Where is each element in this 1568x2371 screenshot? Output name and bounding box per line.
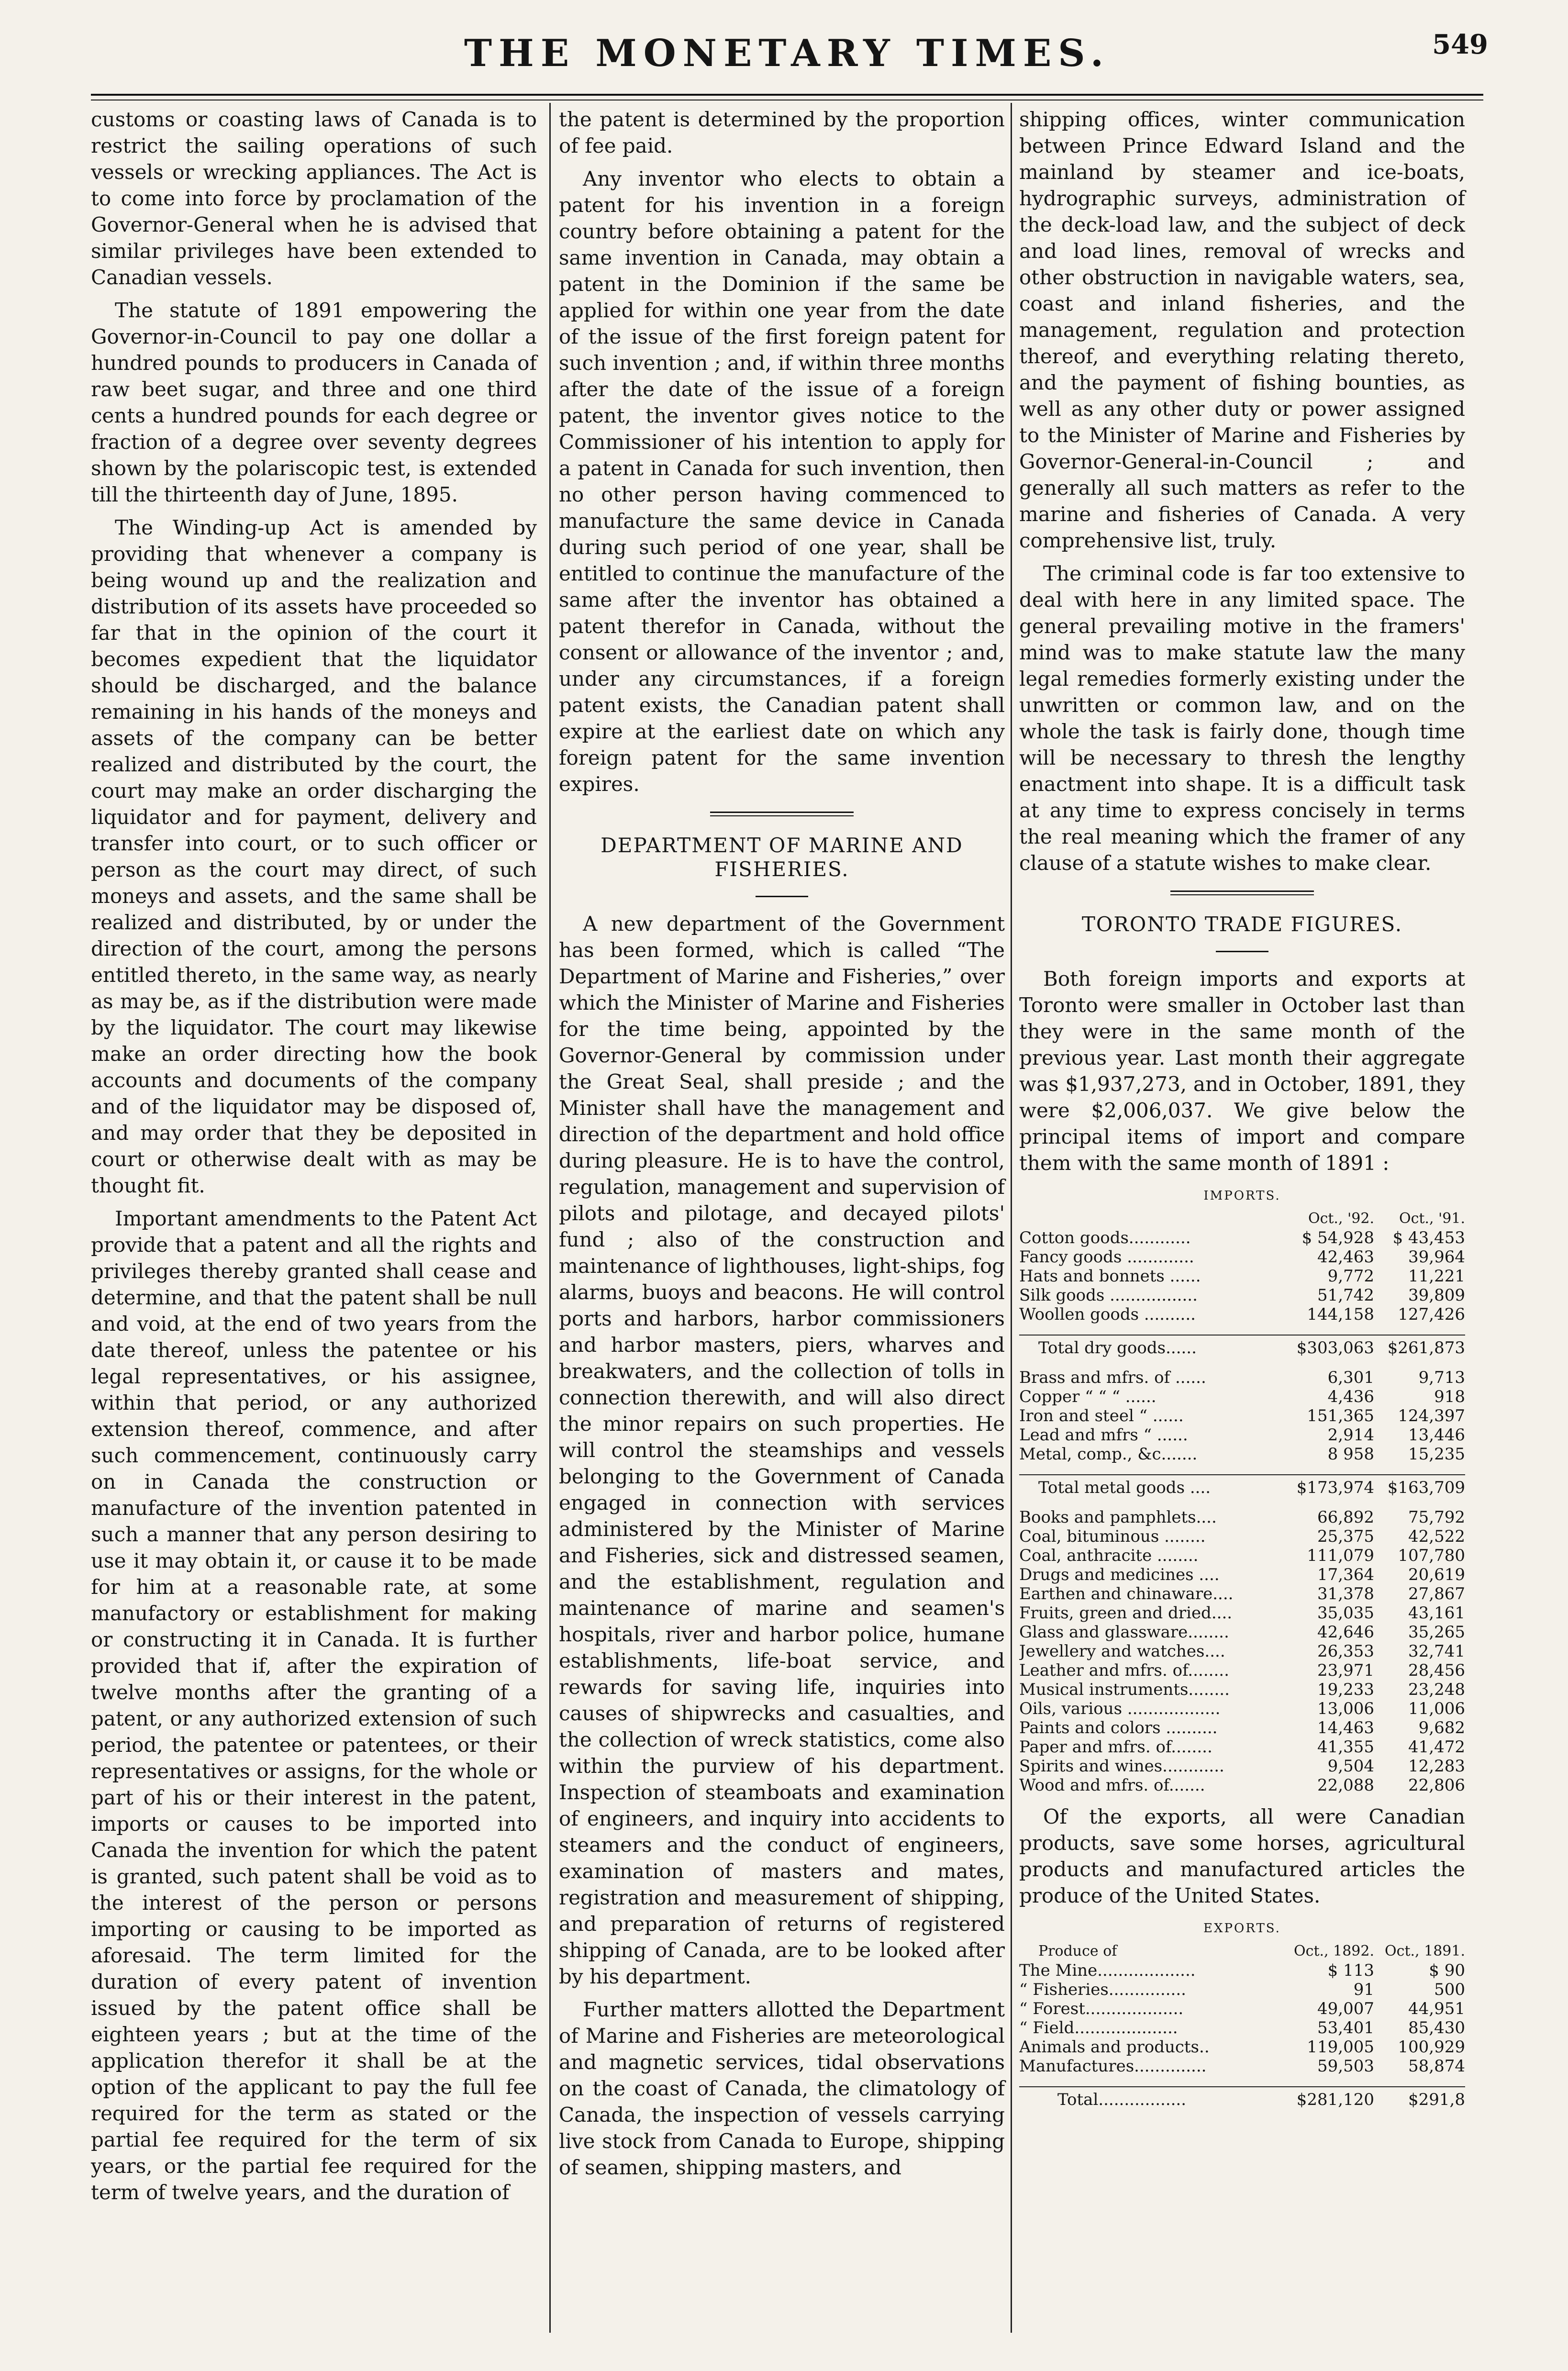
row-label: Drugs and medicines .... [1019,1565,1220,1584]
table-row [1019,1603,1465,1623]
paragraph: The criminal code is far too extensive to deal with here in any limited space. The general prevailing motive in the framers' mind was to make statute law the many legal remedies formerly existing under the unwritten or common law, and on the whole the task is fairly done, though time will be necessary to thresh the lengthy enactment into shape. It is a difficult task at any time to express concisely in terms the real meaning which the framer of any clause of a statute wishes to make clear. [1019,562,1465,875]
column-header: Oct., 1892. [1294,1943,1374,1959]
cell: 124,397 [1398,1406,1465,1425]
cell: 75,792 [1408,1508,1465,1527]
cell: 15,235 [1408,1445,1465,1464]
column-2 [559,106,1005,2187]
row-label: Hats and bonnets ...... [1019,1267,1201,1286]
row-label: Lead and mfrs “ ...... [1019,1425,1188,1445]
cell: 42,463 [1317,1247,1374,1267]
cell: 27,867 [1408,1584,1465,1603]
table-row [1019,1267,1465,1286]
row-label: Total dry goods...... [1019,1335,1283,1358]
newspaper-title: THE MONETARY TIMES. [464,32,1110,75]
section-separator [1170,891,1314,895]
table-row [1019,1757,1465,1776]
cell: 43,161 [1408,1603,1465,1623]
paragraph: the patent is determined by the proportion of fee paid. [559,108,1005,157]
table-row [1019,1228,1465,1247]
table-row [1019,1368,1465,1387]
table-row [1019,1999,1465,2018]
row-label: The Mine................... [1019,1961,1196,1980]
cell: 59,503 [1317,2057,1374,2076]
cell: 22,088 [1317,1776,1374,1795]
paragraph: Any inventor who elects to obtain a patent for his invention in a foreign country before obtaining a patent for the same invention in Canada, may obtain a patent in the Dominion if the same be applied for within one year from the date of the issue of the first foreign patent for such invention ; and, if within three months after the date of the issue of a foreign patent, the inventor gives notice to the Commissioner of his intention to apply for a patent in Canada for such invention, then no other person having commenced to manufacture the same device in Canada during such period of one year, shall be entitled to continue the manufacture of the same after the inventor has obtained a patent therefor in Canada, without the consent or allowance of the inventor ; and, under any circumstances, if a foreign patent exists, the Canadian patent shall expire at the earliest date on which any foreign patent for the same invention expires. [559,167,1005,796]
cell: $291,8 [1374,2087,1465,2109]
cell: 35,035 [1317,1603,1374,1623]
table-row [1019,1699,1465,1718]
cell: 9,504 [1327,1757,1374,1776]
column-header: Oct., 1891. [1385,1943,1465,1959]
cell: 53,401 [1317,2018,1374,2037]
row-label: “ Fisheries............... [1019,1980,1186,1999]
row-label: Copper “ “ “ ...... [1019,1387,1157,1406]
cell: 2,914 [1327,1425,1374,1445]
table-row [1019,1247,1465,1267]
row-label: Silk goods ................. [1019,1286,1198,1305]
table-row [1019,1305,1465,1324]
row-label: Metal, comp., &c....... [1019,1445,1198,1464]
cell: 23,971 [1317,1661,1374,1680]
cell: 31,378 [1317,1584,1374,1603]
cell: 49,007 [1317,1999,1374,2018]
column-1 [91,106,537,2212]
row-label: Musical instruments........ [1019,1680,1230,1699]
cell: 500 [1434,1980,1465,1999]
row-label: Total................. [1019,2087,1283,2109]
cell: 19,233 [1317,1680,1374,1699]
cell: 28,456 [1408,1661,1465,1680]
row-label: Glass and glassware........ [1019,1623,1229,1642]
table-total-row [1019,2087,1465,2109]
cell: 39,809 [1408,1286,1465,1305]
section-heading-marine: DEPARTMENT OF MARINE AND FISHERIES. [601,834,963,881]
cell: 91 [1353,1980,1374,1999]
column-3 [1019,106,1465,2109]
column-header: Oct., '91. [1399,1210,1465,1227]
row-label: Books and pamphlets.... [1019,1508,1217,1527]
cell: 44,951 [1408,1999,1465,2018]
cell: 111,079 [1307,1546,1374,1565]
paragraph: The statute of 1891 empowering the Governor-in-Council to pay one dollar a hundred pounds to producers in Canada of raw beet sugar, and three and one third cents a hundred pounds for each degree or fraction of a degree over seventy degrees shown by the polariscopic test, is extended till the thirteenth day of June, 1895. [91,299,537,506]
cell: 11,221 [1408,1267,1465,1286]
cell: 22,806 [1408,1776,1465,1795]
heading-rule [1216,951,1268,952]
table-row [1019,1980,1465,1999]
cell: 17,364 [1317,1565,1374,1584]
table-total-row [1019,1475,1465,1497]
paragraph: shipping offices, winter communication between Prince Edward Island and the mainland by steamer and ice-boats, hydrographic surveys, administration of the deck-load law, and the subject of deck and load lines, removal of wrecks and other obstruction in navigable waters, sea, coast and inland fisheries, and the management, regulation and protection thereof, and everything relating thereto, and the payment of fishing bounties, as well as any other duty or power assigned to the Minister of Marine and Fisheries by Governor-General-in-Council ; and generally all such matters as refer to the marine and fisheries of Canada. A very comprehensive list, truly. [1019,108,1465,552]
cell: 119,005 [1307,2037,1374,2057]
row-label: “ Forest................... [1019,1999,1184,2018]
table-row [1019,1661,1465,1680]
cell: $173,974 [1283,1475,1374,1497]
table-row [1019,1445,1465,1464]
section-heading-toronto: TORONTO TRADE FIGURES. [1081,913,1403,936]
cell: 51,742 [1317,1286,1374,1305]
row-label: Total metal goods .... [1019,1475,1283,1497]
cell: 58,874 [1408,2057,1465,2076]
table-row [1019,1680,1465,1699]
table-total-row [1019,1335,1465,1358]
exports-table [1019,1942,1465,2109]
cell: $303,063 [1283,1335,1374,1358]
cell: 918 [1434,1387,1465,1406]
cell: $ 43,453 [1392,1228,1465,1247]
row-label: Brass and mfrs. of ...... [1019,1368,1206,1387]
masthead-rule [91,94,1483,100]
cell: 42,522 [1408,1527,1465,1546]
row-label: Fruits, green and dried.... [1019,1603,1233,1623]
cell: 85,430 [1408,2018,1465,2037]
cell: 35,265 [1408,1623,1465,1642]
row-label: Oils, various .................. [1019,1699,1221,1718]
table-row [1019,1508,1465,1527]
table-row [1019,1642,1465,1661]
heading-rule [756,896,808,897]
row-label: Paper and mfrs. of........ [1019,1737,1212,1757]
table-row [1019,1425,1465,1445]
cell: 66,892 [1317,1508,1374,1527]
cell: 9,772 [1327,1267,1374,1286]
imports-table [1019,1209,1465,1795]
cell: 41,472 [1408,1737,1465,1757]
cell: 8 958 [1327,1445,1374,1464]
row-label: Coal, bituminous ........ [1019,1527,1206,1546]
cell: 107,780 [1398,1546,1465,1565]
cell: 42,646 [1317,1623,1374,1642]
table-row [1019,2037,1465,2057]
cell: 32,741 [1408,1642,1465,1661]
row-label: Paints and colors .......... [1019,1718,1218,1737]
cell: $ 54,928 [1301,1228,1374,1247]
paragraph: customs or coasting laws of Canada is to restrict the sailing operations of such vessels or wrecking appliances. The Act is to come into force by proclamation of the Governor-General when he is advised that similar privileges have been extended to Canadian vessels. [91,108,537,289]
table-row [1019,1623,1465,1642]
cell: 127,426 [1398,1305,1465,1324]
paragraph: The Winding-up Act is amended by providing that whenever a company is being wound up and the realization and distribution of its assets have proceeded so far that in the opinion of the court it becomes expedient that the liquidator should be discharged, and the balance remaining in his hands of the moneys and assets of the company can be better realized and distributed by the court, the court may make an order discharging the liquidator and for payment, delivery and transfer into court, or to such officer or person as the court may direct, of such moneys and assets, and the same shall be realized and distributed, by or under the direction of the court, among the persons entitled thereto, in the same way, as nearly as may be, as if the distribution were made by the liquidator. The court may likewise make an order directing how the book accounts and documents of the company and of the liquidator may be disposed of, and may order that they be deposited in court or otherwise dealt with as may be thought fit. [91,516,537,1197]
paragraph: Of the exports, all were Canadian products, save some horses, agricultural products and manufactured articles the produce of the United States. [1019,1805,1465,1907]
masthead [86,29,1488,86]
exports-caption: EXPORTS. [1203,1921,1281,1936]
row-label: Iron and steel “ ...... [1019,1406,1184,1425]
cell: 14,463 [1317,1718,1374,1737]
table-row [1019,1565,1465,1584]
cell: $ 113 [1327,1961,1374,1980]
table-row [1019,1737,1465,1757]
cell: $ 90 [1429,1961,1465,1980]
cell: 23,248 [1408,1680,1465,1699]
row-label: “ Field.................... [1019,2018,1178,2037]
row-label: Cotton goods............ [1019,1228,1191,1247]
table-row [1019,1286,1465,1305]
cell: 12,283 [1408,1757,1465,1776]
row-label: Wood and mfrs. of....... [1019,1776,1205,1795]
row-label: Earthen and chinaware.... [1019,1584,1234,1603]
table-row [1019,1527,1465,1546]
table-row [1019,1584,1465,1603]
row-label: Fancy goods ............. [1019,1247,1194,1267]
table-row [1019,1406,1465,1425]
cell: 100,929 [1398,2037,1465,2057]
paragraph: Important amendments to the Patent Act provide that a patent and all the rights and privileges thereby granted shall cease and determine, and that the patent shall be null and void, at the end of two years from the date thereof, unless the patentee or his legal representatives, or his assignee, within that period, or any authorized extension thereof, commence, and after such commencement, continuously carry on in Canada the construction or manufacture of the invention patented in such a manner that any person desiring to use it may obtain it, or cause it to be made for him at a reasonable rate, at some manufactory or establishment for making or constructing it in Canada. It is further provided that if, after the expiration of twelve months after the granting of a patent, or any authorized extension of such period, the patentee or patentees, or their representatives or assigns, for the whole or part of his or their interest in the patent, imports or causes to be imported into Canada the invention for which the patent is granted, such patent shall be void as to the interest of the person or persons importing or causing to be imported as aforesaid. The term limited for the duration of every patent of invention issued by the patent office shall be eighteen years ; but at the time of the application therefor it shall be at the option of the applicant to pay the full fee required for the term as stated or the partial fee required for the term of six years, or the partial fee required for the term of twelve years, and the duration of [91,1207,537,2204]
cell: 25,375 [1317,1527,1374,1546]
table-row [1019,1776,1465,1795]
cell: 144,158 [1307,1305,1374,1324]
column-header: Oct., '92. [1308,1210,1374,1227]
table-row [1019,2018,1465,2037]
cell: 13,446 [1408,1425,1465,1445]
row-label: Animals and products.. [1019,2037,1210,2057]
row-label: Coal, anthracite ........ [1019,1546,1199,1565]
cell: 9,713 [1418,1368,1465,1387]
table-row [1019,1961,1465,1980]
table-row [1019,1718,1465,1737]
cell: 151,365 [1307,1406,1374,1425]
row-label: Jewellery and watches.... [1019,1642,1225,1661]
cell: 20,619 [1408,1565,1465,1584]
cell: 41,355 [1317,1737,1374,1757]
cell: $163,709 [1374,1475,1465,1497]
cell: 11,006 [1408,1699,1465,1718]
cell: 13,006 [1317,1699,1374,1718]
section-separator [710,812,854,816]
cell: 9,682 [1418,1718,1465,1737]
column-header: Produce of [1038,1943,1117,1959]
table-row [1019,1546,1465,1565]
paragraph: Further matters allotted the Department of Marine and Fisheries are meteorological and magnetic services, tidal observations on the coast of Canada, the climatology of Canada, the inspection of vessels carrying live stock from Canada to Europe, shipping of seamen, shipping masters, and [559,1998,1005,2179]
column-divider [1011,103,1012,2333]
cell: 26,353 [1317,1642,1374,1661]
row-label: Manufactures.............. [1019,2057,1207,2076]
table-row [1019,1387,1465,1406]
cell: $281,120 [1283,2087,1374,2109]
cell: 4,436 [1327,1387,1374,1406]
row-label: Leather and mfrs. of........ [1019,1661,1229,1680]
row-label: Spirits and wines............ [1019,1757,1224,1776]
paragraph: A new department of the Government has been formed, which is called “The Department of Marine and Fisheries,” over which the Minister of Marine and Fisheries for the time being, appointed by the Governor-General by commission under the Great Seal, shall preside ; and the Minister shall have the management and direction of the department and hold office during pleasure. He is to have the control, regulation, management and supervision of pilots and pilotage, and decayed pilots' fund ; also of the construction and maintenance of lighthouses, light-ships, fog alarms, buoys and beacons. He will control ports and harbors, harbor commissioners and harbor masters, piers, wharves and breakwaters, and the collection of tolls in connection therewith, and will also direct the minor repairs on such properties. He will control the steamships and vessels belonging to the Government of Canada engaged in connection with services administered by the Minister of Marine and Fisheries, sick and distressed seamen, and the establishment, regulation and maintenance of marine and seamen's hospitals, river and harbor police, humane establishments, life-boat service, and rewards for saving life, inquiries into causes of shipwrecks and casualties, and the collection of wreck statistics, come also within the purview of his department. Inspection of steamboats and examination of engineers, and inquiry into accidents to steamers and the conduct of engineers, examination of masters and mates, registration and measurement of shipping, and preparation of returns of registered shipping of Canada, are to be looked after by his department. [559,912,1005,1988]
column-divider [549,103,551,2333]
cell: 6,301 [1327,1368,1374,1387]
cell: 39,964 [1408,1247,1465,1267]
paragraph: Both foreign imports and exports at Toronto were smaller in October last than they were in the same month of the previous year. Last month their aggregate was $1,937,273, and in October, 1891, they were $2,006,037. We give below the principal items of import and compare them with the same month of 1891 : [1019,967,1465,1175]
imports-caption: IMPORTS. [1203,1189,1281,1203]
table-header-row [1019,1209,1465,1228]
row-label: Woollen goods .......... [1019,1305,1196,1324]
table-row [1019,2057,1465,2076]
page-number: 549 [1432,29,1488,60]
table-header-row [1019,1942,1465,1961]
cell: $261,873 [1374,1335,1465,1358]
